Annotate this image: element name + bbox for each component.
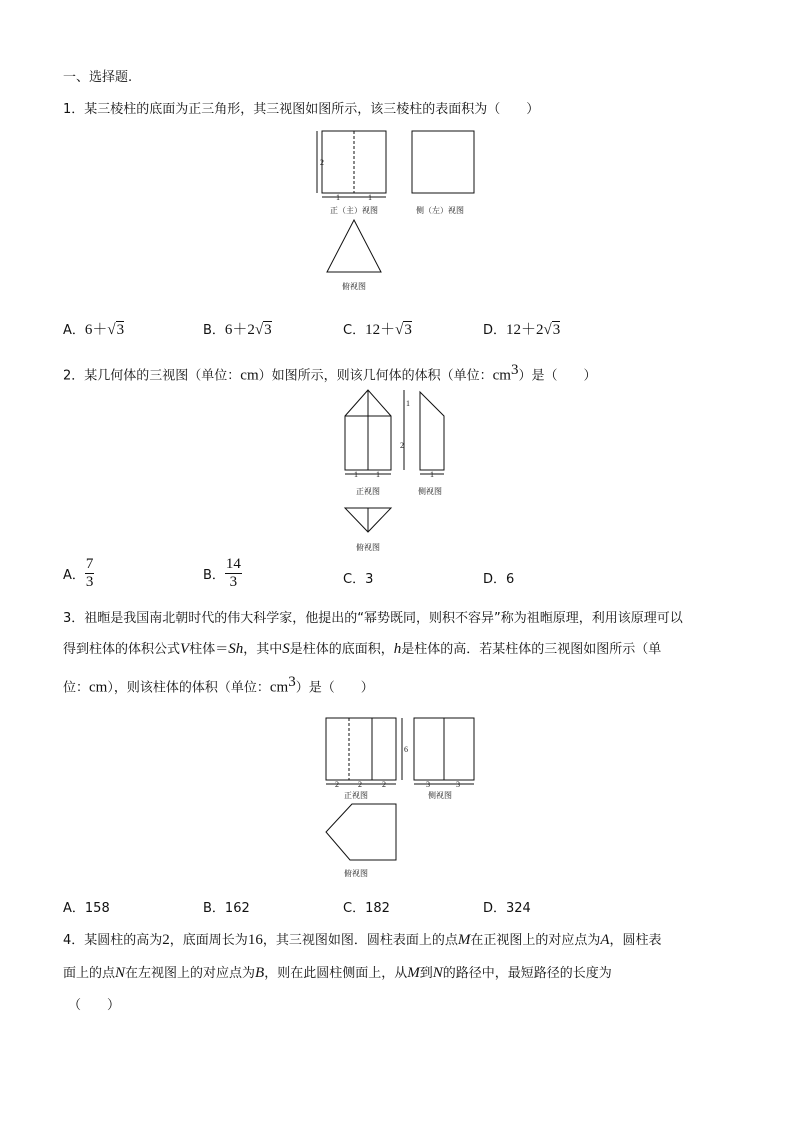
q1-dim-left: 1 <box>336 193 340 202</box>
q3-front-label: 正视图 <box>344 791 368 800</box>
q2-stem <box>63 362 596 384</box>
q2-unit3: cm <box>492 367 511 384</box>
q2-dim-right: 1 <box>376 470 380 479</box>
q3-dim-d: 3 <box>426 780 430 789</box>
q2-side-label: 侧视图 <box>418 487 442 496</box>
option-root: 3 <box>404 322 412 338</box>
q3-top-label: 俯视图 <box>344 869 368 878</box>
q1-dim-height: 2 <box>320 158 324 167</box>
option-letter: B． <box>203 901 225 916</box>
q3-dim-b: 2 <box>358 780 362 789</box>
q2-dim-left: 1 <box>354 470 358 479</box>
q4-line3: （ ） <box>68 998 121 1013</box>
option-letter: C． <box>343 572 366 587</box>
option-letter: A． <box>63 323 85 338</box>
q3-option-b[interactable] <box>203 897 250 916</box>
q1-dim-right: 1 <box>368 193 372 202</box>
q2-number: 2． <box>63 368 85 384</box>
q2-option-c[interactable] <box>343 568 373 587</box>
q1-text: 某三棱柱的底面为正三角形，其三视图如图所示，该三棱柱的表面积为（ ） <box>84 102 540 117</box>
q3-option-d[interactable] <box>483 897 531 916</box>
option-letter: D． <box>483 323 507 338</box>
option-value: 3 <box>365 572 374 587</box>
option-value: 12＋2 <box>506 322 544 338</box>
option-letter: D． <box>483 901 507 916</box>
option-root: 3 <box>116 322 125 338</box>
option-letter: D． <box>483 572 507 587</box>
q3-dim-c: 2 <box>382 780 386 789</box>
q1-side-view <box>412 131 474 193</box>
option-letter: C． <box>343 323 366 338</box>
q4-number: 4． <box>63 933 85 948</box>
q3-option-c[interactable] <box>343 897 390 916</box>
q2-text-b: ）如图所示，则该几何体的体积（单位： <box>258 368 493 384</box>
q4-line2: 面上的点N在左视图上的对应点为B，则在此圆柱侧面上，从M到N的路径中，最短路径的长度为 <box>63 965 612 981</box>
option-letter: A． <box>63 568 85 583</box>
option-value: 324 <box>506 901 531 916</box>
option-fraction: $\frac{7}{3}$ <box>85 556 94 590</box>
q2-figure <box>338 388 468 558</box>
option-root: 3 <box>552 322 561 338</box>
option-value: 6＋ <box>84 322 108 338</box>
q1-option-a[interactable]: A．6＋√3 <box>63 322 125 338</box>
q2-dim-side: 1 <box>430 470 434 479</box>
option-value: 162 <box>224 901 250 916</box>
option-root: 3 <box>264 322 272 338</box>
q2-option-d[interactable] <box>483 568 514 587</box>
q2-dim-mid: 2 <box>400 441 404 450</box>
q2-unit: cm <box>240 367 259 384</box>
q2-side-view <box>420 392 444 470</box>
option-letter: B． <box>203 568 225 583</box>
option-value: 6＋2 <box>224 322 255 338</box>
q1-option-d[interactable]: D．12＋2√3 <box>483 322 561 338</box>
q3-figure <box>310 712 490 884</box>
q4-line1: 4．某圆柱的高为2，底面周长为16，其三视图如图．圆柱表面上的点M在正视图上的对应点为A，圆柱表 <box>63 932 662 948</box>
q3-number: 3． <box>63 611 85 626</box>
q3-line3: 位：cm），则该柱体的体积（单位：$cm^3$）是（ ） <box>63 674 374 696</box>
section-title: 一、选择题. <box>63 70 133 85</box>
q2-option-a[interactable] <box>63 556 94 591</box>
q3-top-view <box>326 804 396 860</box>
q3-option-a[interactable] <box>63 897 110 916</box>
q2-front-label: 正视图 <box>356 487 380 496</box>
q3-line1 <box>63 607 683 626</box>
q1-figure <box>312 125 482 305</box>
q3-dim-e: 3 <box>456 780 460 789</box>
q3-dim-a: 2 <box>335 780 339 789</box>
q2-exp: 3 <box>510 362 519 378</box>
q3-line2: 得到柱体的体积公式V柱体＝Sh，其中S是柱体的底面积，h是柱体的高．若某柱体的三视图如图所示（单 <box>63 641 662 657</box>
q1-top-label: 俯视图 <box>342 282 366 291</box>
q2-dim-top: 1 <box>406 399 410 408</box>
option-letter: C． <box>343 901 366 916</box>
q2-text-c: ）是（ ） <box>518 368 597 384</box>
option-fraction: $\frac{14}{3}$ <box>225 556 241 590</box>
q1-side-label: 侧（左）视图 <box>416 206 464 215</box>
q1-top-view <box>327 220 381 272</box>
option-value: 6 <box>506 572 515 587</box>
q3-front-view <box>326 718 396 780</box>
option-value: 158 <box>84 901 110 916</box>
q3-dim-h: 6 <box>404 745 408 754</box>
q2-option-b[interactable] <box>203 556 242 591</box>
option-value: 12＋ <box>365 322 396 338</box>
q3-side-label: 侧视图 <box>428 791 452 800</box>
q1-stem <box>63 98 539 117</box>
option-value: 182 <box>365 901 390 916</box>
q2-top-label: 俯视图 <box>356 543 380 552</box>
q1-front-label: 正（主）视图 <box>330 206 378 215</box>
q1-number: 1． <box>63 102 85 117</box>
q1-option-b[interactable]: B．6＋2√3 <box>203 322 272 338</box>
q2-text-a: 某几何体的三视图（单位： <box>84 368 241 384</box>
option-letter: A． <box>63 901 85 916</box>
q3-text-1: 祖暅是我国南北朝时代的伟大科学家，他提出的“幂势既同，则积不容异”称为祖暅原理，利用该原理可以 <box>84 611 683 626</box>
q1-option-c[interactable]: C．12＋√3 <box>343 322 412 338</box>
option-letter: B． <box>203 323 225 338</box>
